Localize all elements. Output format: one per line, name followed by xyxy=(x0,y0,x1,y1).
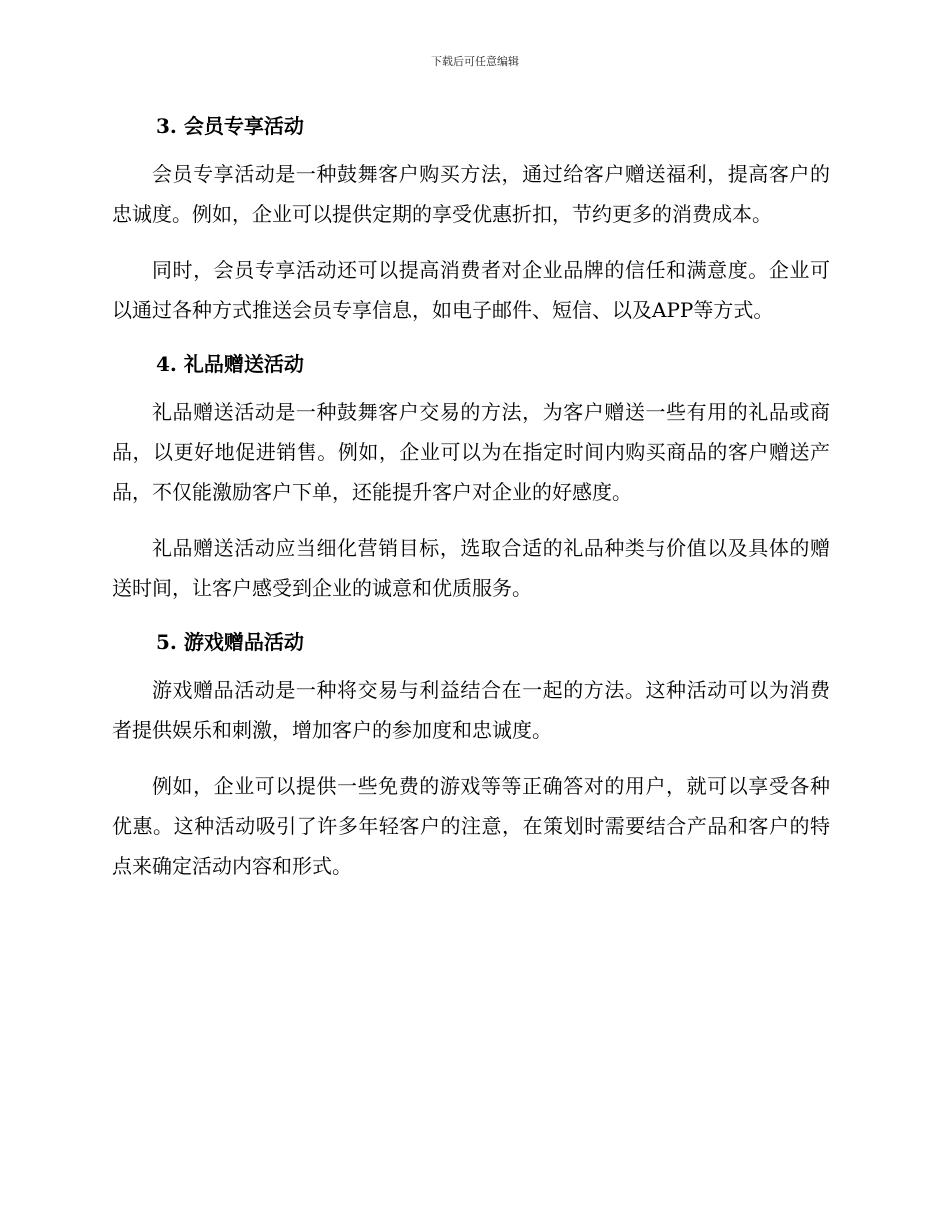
section-heading: 5. 游戏赠品活动 xyxy=(156,630,304,654)
paragraph: 游戏赠品活动是一种将交易与利益结合在一起的方法。这种活动可以为消费者提供娱乐和刺激，增加客户的参加度和忠诚度。 xyxy=(112,678,830,742)
paragraph: 例如，企业可以提供一些免费的游戏等等正确答对的用户，就可以享受各种优惠。这种活动吸引了许多年轻客户的注意，在策划时需要结合产品和客户的特点来确定活动内容和形式。 xyxy=(112,774,830,878)
paragraph: 同时，会员专享活动还可以提高消费者对企业品牌的信任和满意度。企业可以通过各种方式推送会员专享信息，如电子邮件、短信、以及APP等方式。 xyxy=(112,258,830,322)
section-heading: 4. 礼品赠送活动 xyxy=(156,352,304,376)
paragraph: 礼品赠送活动应当细化营销目标，选取合适的礼品种类与价值以及具体的赠送时间，让客户感受到企业的诚意和优质服务。 xyxy=(112,536,830,600)
paragraph: 会员专享活动是一种鼓舞客户购买方法，通过给客户赠送福利，提高客户的忠诚度。例如，企业可以提供定期的享受优惠折扣，节约更多的消费成本。 xyxy=(112,162,830,226)
page-header-note: 下载后可任意编辑 xyxy=(431,55,519,68)
document-body xyxy=(112,108,830,902)
section-member-exclusive xyxy=(112,108,830,330)
paragraph: 礼品赠送活动是一种鼓舞客户交易的方法，为客户赠送一些有用的礼品或商品，以更好地促进销售。例如，企业可以为在指定时间内购买商品的客户赠送产品，不仅能激励客户下单，还能提升客户对企业的好感度。 xyxy=(112,400,830,504)
section-gift-giving xyxy=(112,346,830,608)
section-heading: 3. 会员专享活动 xyxy=(156,114,304,138)
section-game-gifts xyxy=(112,624,830,886)
